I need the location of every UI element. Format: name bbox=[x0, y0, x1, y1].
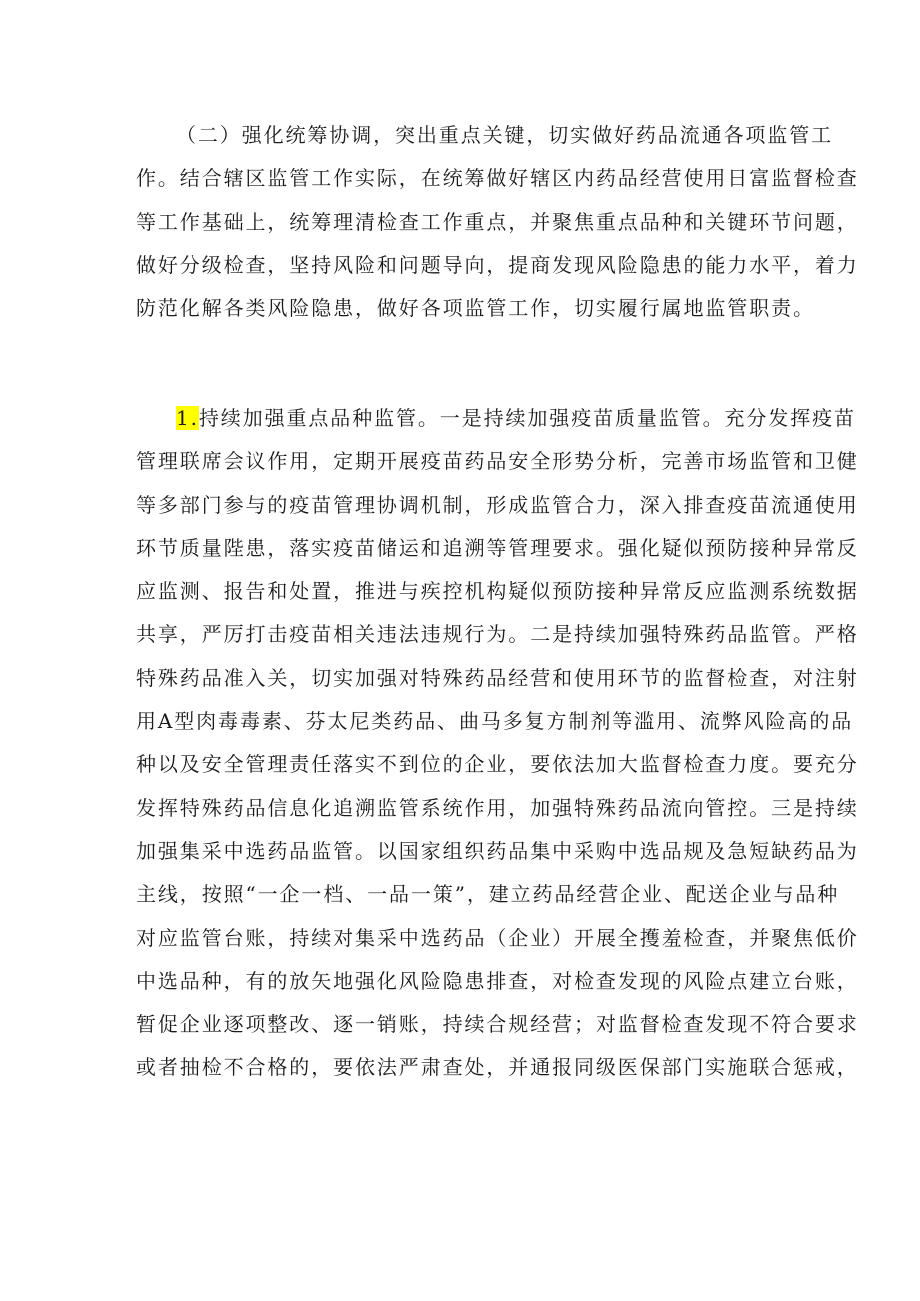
paragraph-line: 等工作基础上，统筹理清检查工作重点，并聚焦重点品种和关键环节问题， bbox=[136, 209, 859, 234]
paragraph-line: 应监测、报告和处置，推进与疾控机构疑似预防接种异常反应监测系统数据 bbox=[136, 579, 859, 604]
paragraph-first-line bbox=[136, 397, 856, 440]
paragraph-strengthen-coordination bbox=[136, 114, 859, 330]
paragraph-line: 管理联席会议作用，定期开展疫苗药品安全形势分析，完善市场监管和卫健 bbox=[136, 449, 859, 474]
paragraph-line: 作。结合辖区监管工作实际，在统筹做好辖区内药品经营使用日富监督检查 bbox=[136, 166, 859, 191]
paragraph-line: 种以及安全管理责任落实不到位的企业，要依法加大监督检查力度。要充分 bbox=[136, 752, 859, 777]
paragraph-line: 加强集采中选药品监管。以国家组织药品集中采购中选品规及急短缺药品为 bbox=[136, 838, 859, 863]
paragraph-line: 等多部门参与的疫苗管理协调机制，形成监管合力，深入排查疫苗流通使用 bbox=[136, 492, 859, 517]
paragraph-first-line-text: 持续加强重点品种监管。一是持续加强疫苗质量监管。充分发挥疫苗 bbox=[198, 406, 856, 430]
paragraph-line: （二）强化统筹协调，突出重点关键，切实做好药品流通各项监管工 bbox=[176, 123, 833, 147]
paragraph-line: 防范化解各类风险隐患，做好各项监管工作，切实履行属地监管职责。 bbox=[136, 296, 815, 321]
paragraph-line: 中选品种，有的放矢地强化风险隐患排查，对检查发现的风险点建立台账， bbox=[136, 968, 859, 993]
paragraph-line: 或者抽检不合格的，要依法严肃查处，并通报同级医保部门实施联合惩戒， bbox=[136, 1055, 859, 1080]
paragraph-key-varieties-supervision bbox=[136, 397, 859, 1090]
paragraph-line: 特殊药品准入关，切实加强对特殊药品经营和使用环节的监督检查，对注射 bbox=[136, 665, 859, 690]
highlighted-item-number: 1. bbox=[176, 406, 199, 430]
paragraph-line: 暂促企业逐项整改、逐一销账，持续合规经营；对监督检查发现不符合要求 bbox=[136, 1012, 859, 1037]
paragraph-line: 做好分级检查，坚持风险和问题导向，提商发现风险隐患的能力水平，着力 bbox=[136, 252, 859, 277]
paragraph-line: 对应监管台账，持续对集采中选药品（企业）开展全擭羞检查，并聚焦低价 bbox=[136, 925, 859, 950]
paragraph-line: 环节质量陛患，落实疫苗储运和追溯等管理要求。强化疑似预防接种异常反 bbox=[136, 535, 859, 560]
paragraph-line: 共享，严厉打击疫苗相关违法违规行为。二是持续加强特殊药品监管。严格 bbox=[136, 622, 859, 647]
paragraph-line: 用A型肉毒毒素、芬太尼类药品、曲马多复方制剂等滥用、流弊风险高的品 bbox=[136, 709, 854, 734]
paragraph-line: 发挥特殊药品信息化追溯监管系统作用，加强特殊药品流向管控。三是持续 bbox=[136, 795, 859, 820]
paragraph-line: 主线，按照“一企一档、一品一策”，建立药品经营企业、配送企业与品种 bbox=[136, 882, 840, 907]
